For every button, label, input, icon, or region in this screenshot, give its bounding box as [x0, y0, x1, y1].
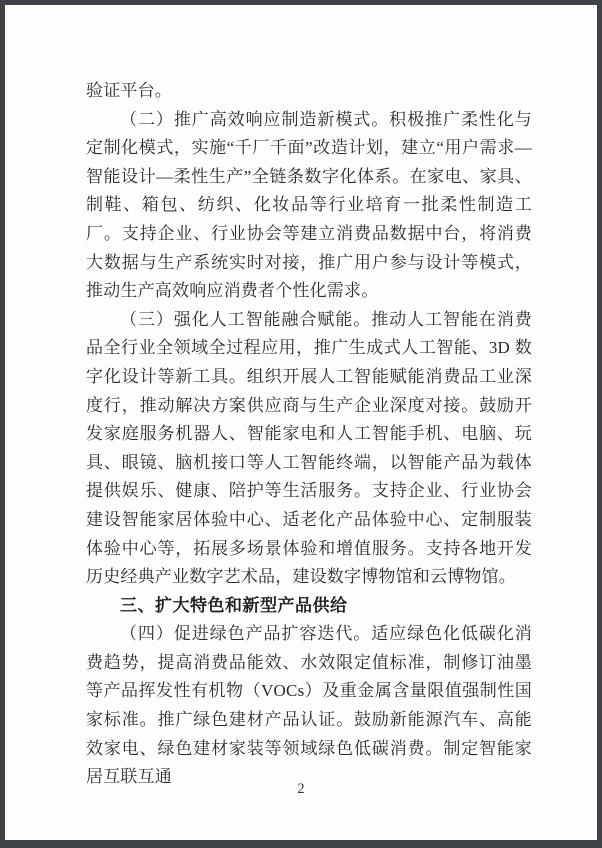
document-page — [5, 5, 597, 840]
paragraph-section-2: （二）推广高效响应制造新模式。积极推广柔性化与定制化模式，实施“千厂千面”改造计划，建立“用户需求—智能设计—柔性生产”全链条数字化体系。在家电、家具、制鞋、箱包、纺织、化妆品等行业培育一批柔性制造工厂。支持企业、行业协会等建立消费品数据中台，将消费大数据与生产系统实时对接，推广用户参与设计等模式，推动生产高效响应消费者个性化需求。 — [86, 109, 532, 301]
paragraph-section-3: （三）强化人工智能融合赋能。推动人工智能在消费品全行业全领域全过程应用，推广生成式人工智能、3D 数字化设计等新工具。组织开展人工智能赋能消费品工业深度行，推动解决方案供应商与生产企业深度对接。鼓励开发家庭服务机器人、智能家电和人工智能手机、电脑、玩具、眼镜、脑机接口等人工智能终端，以智能产品为载体提供娱乐、健康、陪护等生活服务。支持企业、行业协会建设智能家居体验中心、适老化产品体验中心、定制服装体验中心等，拓展多场景体验和增值服务。支持各地开发历史经典产业数字艺术品，建设数字博物馆和云博物馆。 — [86, 309, 532, 587]
paragraph-continuation: 验证平台。 — [86, 81, 172, 100]
paragraph-section-4: （四）促进绿色产品扩容迭代。适应绿色化低碳化消费趋势，提高消费品能效、水效限定值标准，制修订油墨等产品挥发性有机物（VOCs）及重金属含量限值强制性国家标准。推广绿色建材产品认证。鼓励新能源汽车、高能效家电、绿色建材家装等领域绿色低碳消费。制定智能家居互联互通 — [86, 624, 532, 787]
section-heading-3: 三、扩大特色和新型产品供给 — [120, 595, 348, 615]
text-block — [86, 77, 532, 792]
page-number: 2 — [297, 781, 305, 797]
